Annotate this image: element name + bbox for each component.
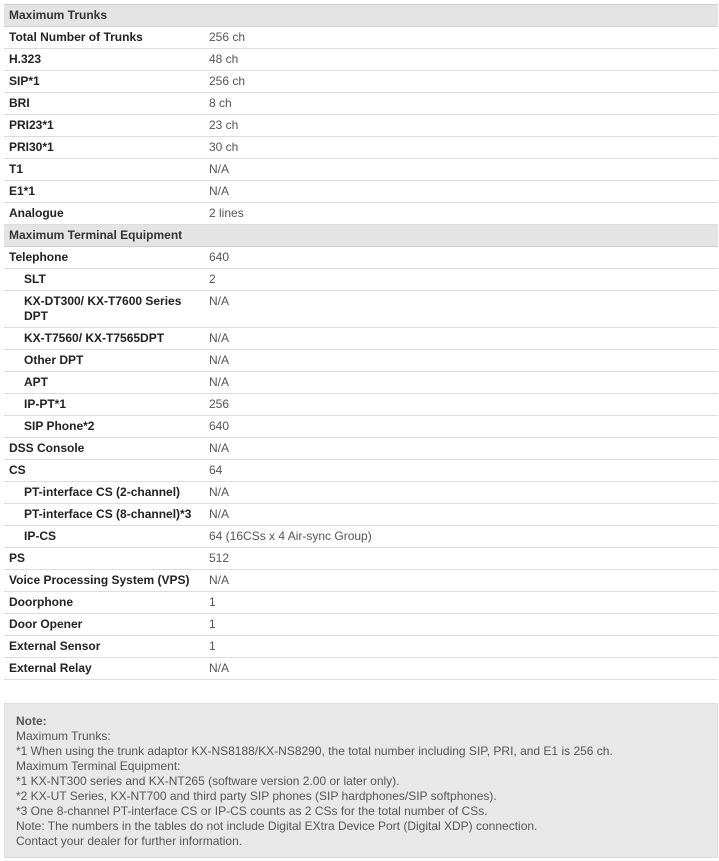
row-value: N/A <box>204 181 718 203</box>
row-label: PRI30*1 <box>4 137 204 159</box>
table-row <box>4 159 718 181</box>
row-label: Other DPT <box>4 350 204 372</box>
row-label: PRI23*1 <box>4 115 204 137</box>
row-value: 640 <box>204 247 718 269</box>
row-label: KX-DT300/ KX-T7600 Series DPT <box>4 291 204 328</box>
note-line: *2 KX-UT Series, KX-NT700 and third party SIP phones (SIP hardphones/SIP softphones). <box>16 789 497 803</box>
row-value: N/A <box>204 350 718 372</box>
table-row <box>4 570 718 592</box>
note-line: Contact your dealer for further information. <box>16 834 243 848</box>
table-row <box>4 350 718 372</box>
table-row <box>4 247 718 269</box>
table-row <box>4 71 718 93</box>
table-row <box>4 269 718 291</box>
row-value: 1 <box>204 592 718 614</box>
row-label: IP-PT*1 <box>4 394 204 416</box>
row-label: APT <box>4 372 204 394</box>
table-row <box>4 592 718 614</box>
row-label: PT-interface CS (8-channel)*3 <box>4 504 204 526</box>
table-row <box>4 636 718 658</box>
table-row <box>4 203 718 225</box>
section-title: Maximum Terminal Equipment <box>4 225 718 247</box>
row-label: PT-interface CS (2-channel) <box>4 482 204 504</box>
row-value: N/A <box>204 570 718 592</box>
spec-table <box>4 4 718 680</box>
row-label: H.323 <box>4 49 204 71</box>
row-label: External Relay <box>4 658 204 680</box>
table-row <box>4 482 718 504</box>
row-value: 64 (16CSs x 4 Air-sync Group) <box>204 526 718 548</box>
section-header <box>4 5 718 27</box>
note-line: Maximum Terminal Equipment: <box>16 759 181 773</box>
table-row <box>4 328 718 350</box>
spec-table-body <box>4 5 718 680</box>
row-value: N/A <box>204 328 718 350</box>
table-row <box>4 93 718 115</box>
row-value: 23 ch <box>204 115 718 137</box>
row-value: 256 ch <box>204 27 718 49</box>
table-row <box>4 115 718 137</box>
row-value: N/A <box>204 504 718 526</box>
table-row <box>4 181 718 203</box>
row-value: 1 <box>204 614 718 636</box>
row-value: 48 ch <box>204 49 718 71</box>
section-header <box>4 225 718 247</box>
row-label: IP-CS <box>4 526 204 548</box>
row-value: 2 <box>204 269 718 291</box>
note-line: *1 When using the trunk adaptor KX-NS8188/KX-NS8290, the total number including SIP, PRI, and E1 is 256 ch. <box>16 744 613 758</box>
row-label: Doorphone <box>4 592 204 614</box>
note-line: *3 One 8-channel PT-interface CS or IP-CS counts as 2 CSs for the total number of CSs. <box>16 804 488 818</box>
row-value: N/A <box>204 438 718 460</box>
row-value: 30 ch <box>204 137 718 159</box>
table-row <box>4 614 718 636</box>
note-lines <box>16 729 706 849</box>
row-label: T1 <box>4 159 204 181</box>
row-value: 2 lines <box>204 203 718 225</box>
row-value: 256 <box>204 394 718 416</box>
row-label: External Sensor <box>4 636 204 658</box>
table-row <box>4 27 718 49</box>
note-title: Note: <box>16 714 47 728</box>
row-value: 256 ch <box>204 71 718 93</box>
row-value: N/A <box>204 482 718 504</box>
table-row <box>4 372 718 394</box>
row-label: Analogue <box>4 203 204 225</box>
row-value: 640 <box>204 416 718 438</box>
row-label: SLT <box>4 269 204 291</box>
row-label: KX-T7560/ KX-T7565DPT <box>4 328 204 350</box>
row-value: 512 <box>204 548 718 570</box>
note-line: *1 KX-NT300 series and KX-NT265 (software version 2.00 or later only). <box>16 774 400 788</box>
table-row <box>4 416 718 438</box>
row-label: E1*1 <box>4 181 204 203</box>
table-row <box>4 548 718 570</box>
table-row <box>4 658 718 680</box>
row-value: N/A <box>204 658 718 680</box>
row-value: 8 ch <box>204 93 718 115</box>
note-line: Note: The numbers in the tables do not include Digital EXtra Device Port (Digital XDP) connection. <box>16 819 538 833</box>
table-row <box>4 504 718 526</box>
table-row <box>4 438 718 460</box>
row-value: N/A <box>204 291 718 328</box>
row-value: 64 <box>204 460 718 482</box>
row-label: Voice Processing System (VPS) <box>4 570 204 592</box>
note-line: Maximum Trunks: <box>16 729 111 743</box>
row-value: N/A <box>204 372 718 394</box>
row-label: Door Opener <box>4 614 204 636</box>
row-label: PS <box>4 548 204 570</box>
table-row <box>4 460 718 482</box>
row-value: 1 <box>204 636 718 658</box>
table-row <box>4 526 718 548</box>
row-value: N/A <box>204 159 718 181</box>
note-box <box>4 703 718 858</box>
row-label: Telephone <box>4 247 204 269</box>
table-row <box>4 137 718 159</box>
table-row <box>4 291 718 328</box>
table-row <box>4 49 718 71</box>
table-row <box>4 394 718 416</box>
section-title: Maximum Trunks <box>4 5 718 27</box>
row-label: CS <box>4 460 204 482</box>
row-label: SIP*1 <box>4 71 204 93</box>
row-label: Total Number of Trunks <box>4 27 204 49</box>
row-label: SIP Phone*2 <box>4 416 204 438</box>
row-label: BRI <box>4 93 204 115</box>
row-label: DSS Console <box>4 438 204 460</box>
